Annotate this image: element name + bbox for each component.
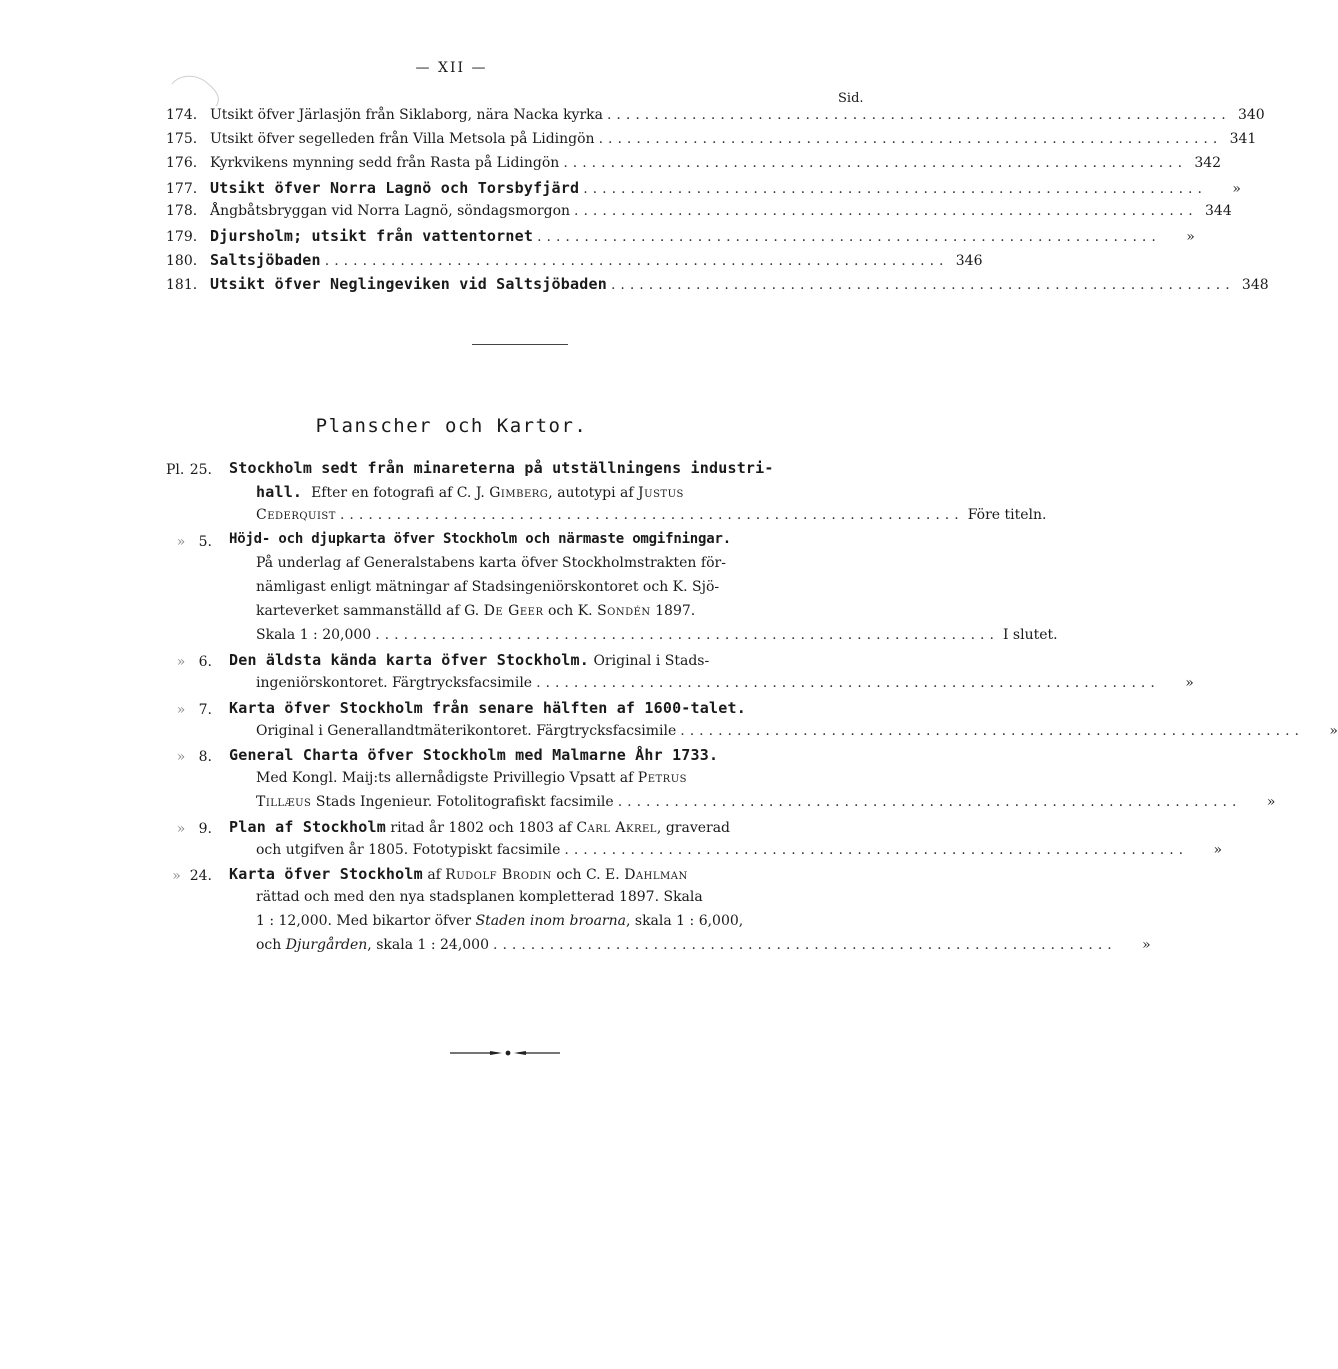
item-title: Utsikt öfver Järlasjön från Siklaborg, nära Nacka kyrka	[210, 107, 603, 123]
pencil-mark-decoration	[166, 72, 230, 108]
item-title: Djursholm; utsikt från vattentornet	[210, 227, 534, 245]
list-item	[166, 203, 1232, 226]
plate-inset-name: Djurgården	[285, 937, 368, 953]
leader-dots: ..................................................................	[375, 627, 999, 643]
ditto-mark: »	[176, 749, 186, 765]
plate-page: I slutet.	[1002, 627, 1058, 643]
plate-text: , graverad	[656, 820, 731, 836]
item-title: Saltsjöbaden	[210, 251, 321, 269]
item-number: 174.	[166, 107, 198, 123]
section-divider	[472, 344, 568, 345]
page-column-label: Sid.	[838, 91, 864, 106]
plate-line	[229, 459, 868, 483]
leader-dots: ..................................................................	[606, 107, 1231, 123]
item-title: Ångbåtsbryggan vid Norra Lagnö, söndagsmorgon	[210, 203, 571, 219]
plate-number-value: 5.	[198, 534, 212, 550]
plate-title-cont: hall.	[256, 483, 303, 501]
page-number: — XII —	[415, 60, 488, 76]
plate-line	[256, 603, 868, 627]
leader-dots: ..................................................................	[574, 203, 1198, 219]
plate-text: Original i Generallandtmäterikontoret. Färgtrycksfacsimile	[256, 723, 677, 739]
plate-text: Med Kongl. Maij:ts allernådigste Privillegio Vpsatt af	[256, 770, 634, 786]
plate-number	[166, 702, 212, 718]
plate-label: Pl.	[166, 462, 185, 478]
plate-line	[256, 675, 1194, 699]
list-item	[166, 275, 1269, 298]
item-page: 346	[955, 253, 983, 269]
list-item	[166, 155, 1222, 178]
plate-text: , skala 1 : 24,000	[367, 937, 489, 953]
plate-line	[229, 699, 868, 723]
leader-dots: ..................................................................	[537, 229, 1161, 245]
leader-dots: ..................................................................	[536, 675, 1160, 691]
plate-line	[256, 937, 1151, 961]
item-number: 181.	[166, 277, 198, 293]
leader-dots: ..................................................................	[563, 155, 1188, 171]
ditto-mark: »	[176, 534, 186, 550]
leader-dots: ..................................................................	[598, 131, 1223, 147]
plate-text: ingeniörskontoret. Färgtrycksfacsimile	[256, 675, 533, 691]
plate-title: Den äldsta kända karta öfver Stockholm.	[229, 651, 589, 669]
plate-line	[256, 842, 1223, 866]
plate-title: Stockholm sedt från minareterna på utställningens industri-	[229, 459, 774, 477]
item-number: 177.	[166, 181, 198, 197]
item-number: 179.	[166, 229, 198, 245]
plate-text: och K.	[547, 603, 593, 619]
plate-number	[166, 868, 212, 884]
item-title: Kyrkvikens mynning sedd från Rasta på Lidingön	[210, 155, 560, 171]
item-number: 175.	[166, 131, 198, 147]
plate-title: Karta öfver Stockholm	[229, 865, 423, 883]
leader-dots: ..................................................................	[339, 507, 964, 523]
plate-title: General Charta öfver Stockholm med Malmarne Åhr 1733.	[229, 746, 719, 764]
plate-number: 25.	[189, 462, 212, 478]
list-item	[166, 179, 1241, 202]
end-ornament-icon	[450, 1049, 560, 1057]
plate-text: af	[427, 867, 441, 883]
plate-text: och utgifven år 1805. Fototypiskt facsimile	[256, 842, 561, 858]
plate-line	[229, 818, 868, 842]
plate-name: Tillæus	[256, 794, 312, 810]
ditto-mark: »	[176, 821, 186, 837]
plate-title: Karta öfver Stockholm från senare hälften af 1600-talet.	[229, 699, 746, 717]
leader-dots: ..................................................................	[564, 842, 1189, 858]
plate-line	[256, 507, 1047, 531]
plate-page: Före titeln.	[967, 507, 1047, 523]
plate-text: Stads Ingenieur. Fotolitografiskt facsimile	[315, 794, 614, 810]
plate-page: »	[1185, 675, 1194, 691]
item-number: 180.	[166, 253, 198, 269]
plate-text: 1 : 12,000. Med bikartor öfver	[256, 913, 472, 929]
plate-page: »	[1213, 842, 1223, 858]
plate-line	[256, 770, 868, 794]
plate-line	[229, 746, 868, 770]
item-page: 342	[1194, 155, 1222, 171]
plate-text: , autotypi af	[548, 485, 634, 501]
leader-dots: ..................................................................	[610, 277, 1235, 293]
plate-number	[166, 749, 212, 765]
item-page: 344	[1205, 203, 1232, 219]
plate-title: Höjd- och djupkarta öfver Stockholm och närmaste omgifningar.	[229, 531, 731, 547]
plate-text: karteverket sammanställd af G.	[256, 603, 480, 619]
list-item	[166, 107, 1265, 130]
plate-number	[166, 821, 212, 837]
leader-dots: ..................................................................	[680, 723, 1304, 739]
plate-line	[256, 913, 868, 937]
plate-page: »	[1266, 794, 1276, 810]
item-title: Utsikt öfver segelleden från Villa Metsola på Lidingön	[210, 131, 595, 147]
plate-name: Cederquist	[256, 507, 336, 523]
list-item	[166, 227, 1195, 250]
plate-text: , skala 1 : 6,000,	[625, 913, 744, 929]
plate-text: Original i Stads-	[593, 653, 710, 669]
plate-page: »	[1142, 937, 1151, 953]
item-number: 178.	[166, 203, 198, 219]
plate-line	[229, 531, 868, 555]
plate-number-value: 24.	[189, 868, 212, 884]
plate-name: Gimberg	[489, 485, 549, 501]
plate-name: Petrus	[637, 770, 687, 786]
plate-line	[256, 889, 868, 913]
item-page: 341	[1229, 131, 1257, 147]
plate-line	[256, 794, 1276, 818]
plate-text: På underlag af Generalstabens karta öfver Stockholmstrakten för-	[256, 555, 726, 571]
plate-number-value: 8.	[198, 749, 212, 765]
plate-name: Sondén	[597, 603, 651, 619]
item-page: 340	[1237, 107, 1265, 123]
plate-number-value: 7.	[198, 702, 212, 718]
plate-line	[256, 555, 868, 579]
ditto-mark: »	[176, 702, 186, 718]
plate-name: De Geer	[483, 603, 544, 619]
plate-page: »	[1329, 723, 1338, 739]
plate-line	[256, 483, 868, 507]
list-item	[166, 251, 983, 274]
plate-name: Dahlman	[624, 867, 688, 883]
plate-line	[229, 865, 868, 889]
plate-number	[166, 654, 212, 670]
item-title: Utsikt öfver Neglingeviken vid Saltsjöbaden	[210, 275, 607, 293]
ditto-mark: »	[172, 868, 181, 884]
plate-text: Efter en fotografi af C. J.	[311, 485, 485, 501]
plate-line	[256, 579, 868, 603]
plate-number-value: 6.	[198, 654, 212, 670]
leader-dots: ..................................................................	[617, 794, 1242, 810]
leader-dots: ..................................................................	[493, 937, 1117, 953]
plate-text: och C. E.	[556, 867, 620, 883]
plate-line	[229, 651, 868, 675]
leader-dots: ..................................................................	[324, 253, 949, 269]
plate-text: rättad och med den nya stadsplanen kompletterad 1897. Skala	[256, 889, 703, 905]
plate-number	[166, 534, 212, 550]
section-heading: Planscher och Kartor.	[315, 415, 588, 437]
item-title: Utsikt öfver Norra Lagnö och Torsbyfjärd	[210, 179, 580, 197]
item-page: »	[1232, 181, 1241, 197]
plate-line	[256, 723, 1338, 747]
item-number: 176.	[166, 155, 198, 171]
plate-scale: Skala 1 : 20,000	[256, 627, 372, 643]
plate-inset-name: Staden inom broarna	[475, 913, 626, 929]
item-page: 348	[1241, 277, 1269, 293]
plate-title: Plan af Stockholm	[229, 818, 386, 836]
plate-name: Justus	[638, 485, 684, 501]
plate-text: 1897.	[655, 603, 696, 619]
plate-text: och	[256, 937, 282, 953]
plate-name: Carl Akrel	[576, 820, 657, 836]
list-item	[166, 131, 1257, 154]
plate-text: ritad år 1802 och 1803 af	[390, 820, 572, 836]
plate-line	[256, 627, 1058, 651]
plate-number-value: 9.	[198, 821, 212, 837]
leader-dots: ..................................................................	[583, 181, 1207, 197]
plate-text: nämligast enligt mätningar af Stadsingeniörskontoret och K. Sjö-	[256, 579, 720, 595]
item-page: »	[1186, 229, 1195, 245]
ditto-mark: »	[176, 654, 186, 670]
plate-name: Rudolf Brodin	[445, 867, 552, 883]
